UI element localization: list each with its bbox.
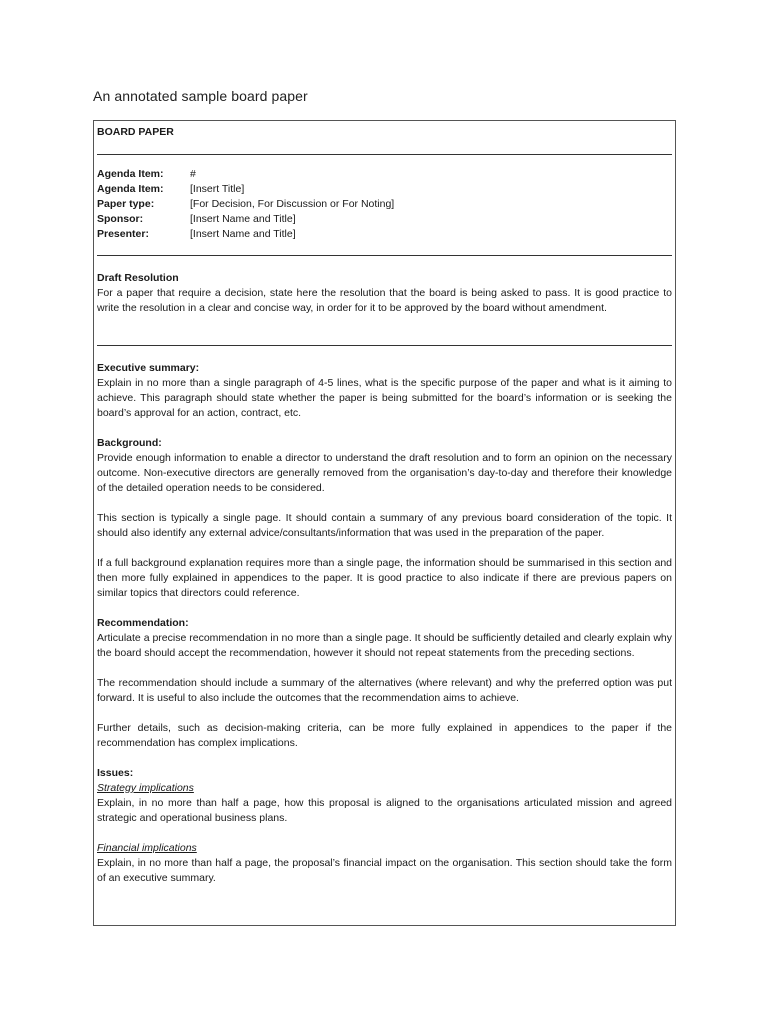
page-heading: An annotated sample board paper <box>93 88 308 104</box>
meta-value: [Insert Name and Title] <box>190 213 296 225</box>
meta-key: Presenter: <box>97 228 149 240</box>
recommendation-heading: Recommendation: <box>97 617 189 629</box>
meta-row <box>97 227 394 242</box>
recommendation-paragraph: The recommendation should include a summary of the alternatives (where relevant) and why the preferred option was put forward. It is useful to also include the outcomes that the recommendation aims to achieve. <box>97 677 672 704</box>
meta-row <box>97 167 394 182</box>
divider <box>97 255 672 256</box>
meta-value: [For Decision, For Discussion or For Noting] <box>190 198 395 210</box>
meta-value: [Insert Name and Title] <box>190 228 296 240</box>
body-sections <box>97 361 672 886</box>
background-heading: Background: <box>97 437 162 449</box>
meta-row <box>97 182 394 197</box>
divider <box>97 345 672 346</box>
divider <box>97 154 672 155</box>
meta-key: Paper type: <box>97 198 155 210</box>
strategy-implications-text: Explain, in no more than half a page, how this proposal is aligned to the organisations articulated mission and agreed strategic and operational business plans. <box>97 797 672 824</box>
draft-resolution-text: For a paper that require a decision, state here the resolution that the board is being asked to pass. It is good practice to write the resolution in a clear and concise way, in order for it to be approved by the board without amendment. <box>97 287 672 314</box>
draft-resolution-section <box>97 271 672 316</box>
meta-value: [Insert Title] <box>190 183 245 195</box>
recommendation-paragraph: Further details, such as decision-making criteria, can be more fully explained in appendices to the paper if the recommendation has complex implications. <box>97 722 672 749</box>
recommendation-paragraph: Articulate a precise recommendation in no more than a single page. It should be sufficiently detailed and clearly explain why the board should accept the recommendation, however it should not repeat statements from the preceding sections. <box>97 632 672 659</box>
background-paragraph: This section is typically a single page. It should contain a summary of any previous board consideration of the topic. It should also identify any external advice/consultants/information that was used in the preparation of the paper. <box>97 512 672 539</box>
financial-implications-heading: Financial implications <box>97 842 197 854</box>
executive-summary-heading: Executive summary: <box>97 362 200 374</box>
meta-value: # <box>190 168 196 180</box>
strategy-implications-heading: Strategy implications <box>97 782 194 794</box>
meta-row <box>97 197 394 212</box>
background-paragraph: Provide enough information to enable a director to understand the draft resolution and to form an opinion on the necessary outcome. Non-executive directors are generally removed from the organisation’s day-to-day and therefore their knowledge of the detailed operation needs to be considered. <box>97 452 672 494</box>
meta-key: Agenda Item: <box>97 183 164 195</box>
meta-row <box>97 212 394 227</box>
meta-table <box>97 167 394 242</box>
board-paper-box <box>93 120 676 926</box>
issues-heading: Issues: <box>97 767 134 779</box>
executive-summary-text: Explain in no more than a single paragraph of 4-5 lines, what is the specific purpose of the paper and what is it aiming to achieve. This paragraph should state whether the paper is being submitted for the board’s information or is seeking the board’s approval for an action, contract, etc. <box>97 377 672 419</box>
board-paper-header <box>97 124 672 155</box>
meta-key: Agenda Item: <box>97 168 164 180</box>
draft-resolution-heading: Draft Resolution <box>97 272 179 284</box>
financial-implications-text: Explain, in no more than half a page, the proposal’s financial impact on the organisation. This section should take the form of an executive summary. <box>97 857 672 884</box>
meta-key: Sponsor: <box>97 213 144 225</box>
board-paper-title: BOARD PAPER <box>97 126 174 138</box>
background-paragraph: If a full background explanation requires more than a single page, the information should be summarised in this section and then more fully explained in appendices to the paper. It is good practice to also indicate if there are previous papers on similar topics that directors could reference. <box>97 557 672 599</box>
